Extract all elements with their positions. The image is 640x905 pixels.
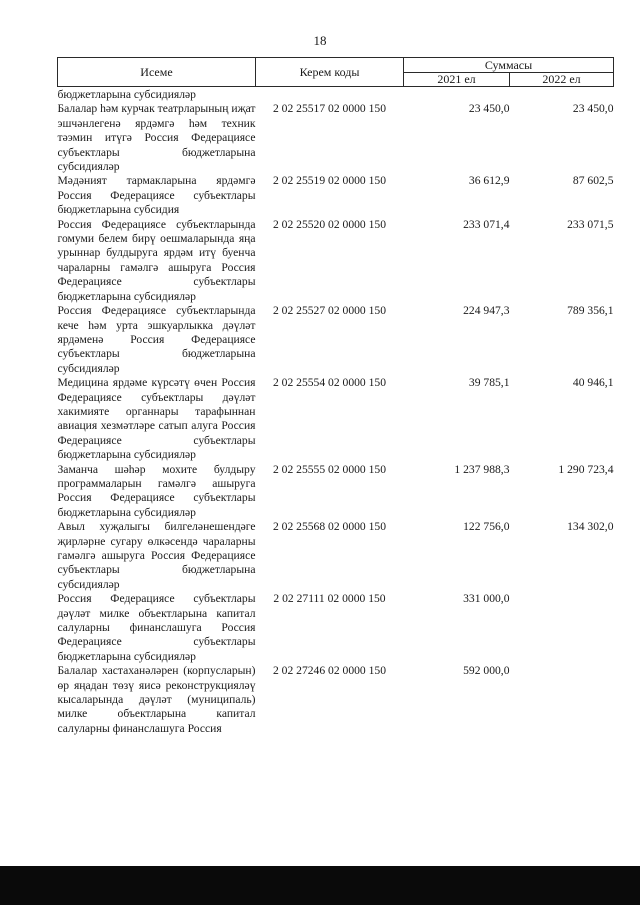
row-name: Медицина ярдәме күрсәтү өчен Россия Федерациясе субъектлары дәүләт хакимияте органнары тарафыннан авиация хезмәтләре сатып алуга Россия Федерациясе субъектлары бюджетларына субсидияләр xyxy=(57,376,256,462)
budget-table xyxy=(57,57,614,736)
row-2022 xyxy=(510,592,614,664)
row-code: 2 02 25568 02 0000 150 xyxy=(272,520,387,534)
header-year-2021: 2021 ел xyxy=(404,73,510,87)
row-2021: 592 000,0 xyxy=(463,664,510,678)
row-name: Россия Федерациясе субъектларында кече һәм урта эшкуарлыкка дәүләт ярдәменә Россия Федерациясе субъектлары бюджетларына субсидияләр xyxy=(57,304,256,375)
row-2021: 39 785,1 xyxy=(468,376,510,390)
row-2021: 224 947,3 xyxy=(463,304,510,318)
row-name: Россия Федерациясе субъектлары дәүләт милке объектларына капитал салуларны финанслашуга Россия Федерациясе субъектлары бюджетларына субсидияләр xyxy=(57,592,256,663)
row-2022 xyxy=(510,664,614,736)
row-2022: 87 602,5 xyxy=(572,174,614,188)
row-code: 2 02 25517 02 0000 150 xyxy=(272,102,387,116)
header-name: Исеме xyxy=(58,58,256,87)
row-2021: 233 071,4 xyxy=(463,217,510,231)
header-code: Керем коды xyxy=(256,58,404,87)
row-2022: 23 450,0 xyxy=(572,102,614,116)
table-row xyxy=(58,218,614,304)
row-2021: 122 756,0 xyxy=(463,520,510,534)
row-code: 2 02 25555 02 0000 150 xyxy=(272,462,387,476)
header-sums: Суммасы xyxy=(404,58,614,73)
page-number: 18 xyxy=(313,33,327,48)
table-row xyxy=(58,174,614,217)
table-row-continuation xyxy=(58,87,614,103)
table-row xyxy=(58,376,614,462)
row-2022: 233 071,5 xyxy=(567,217,614,231)
row-2022: 1 290 723,4 xyxy=(558,462,614,476)
row-name: Балалар хастаханәләрен (корпусларын) өр яңадан төзү яисә реконструкцияләү кысаларында дәүләт (муниципаль) милке объектларына капитал салуларны финанслашуга Россия xyxy=(57,664,256,735)
row-2021: 1 237 988,3 xyxy=(454,462,510,476)
row-name: Мәдәният тармакларына ярдәмгә Россия Федерациясе субъектлары бюджетларына субсидия xyxy=(57,174,256,217)
row-2021: 23 450,0 xyxy=(468,102,510,116)
row-name: Авыл хуҗалыгы билгеләнешендәге җирләрне сугару өлкәсендә чараларны гамәлгә ашыруга Россия Федерациясе субъектлары бюджетларына субсидияләр xyxy=(57,520,256,591)
row-name: бюджетларына субсидияләр xyxy=(57,88,196,101)
row-2022: 789 356,1 xyxy=(567,304,614,318)
header-year-2022: 2022 ел xyxy=(510,73,614,87)
row-code: 2 02 25519 02 0000 150 xyxy=(272,174,387,188)
table-row xyxy=(58,592,614,664)
row-code: 2 02 25527 02 0000 150 xyxy=(272,304,387,318)
row-name: Россия Федерациясе субъектларында гомуми белем бирү оешмаларында яңа урыннар булдыруга ярдәм итү буенча чараларны гамәлгә ашыруга Россия Федерациясе субъектлары бюджетларына субсидияләр xyxy=(57,217,256,303)
table-row xyxy=(58,102,614,174)
row-2022: 40 946,1 xyxy=(572,376,614,390)
row-code: 2 02 25520 02 0000 150 xyxy=(272,217,387,231)
row-code: 2 02 25554 02 0000 150 xyxy=(272,376,387,390)
row-2022: 134 302,0 xyxy=(567,520,614,534)
row-name: Балалар һәм курчак театрларының иҗат эшчәнлегенә ярдәмгә һәм техник тәэмин итүгә Россия Федерациясе субъектлары бюджетларына субсидияләр xyxy=(57,102,256,174)
table-row xyxy=(58,463,614,521)
scan-bottom-edge xyxy=(0,866,640,905)
table-row xyxy=(58,664,614,736)
table-row xyxy=(58,304,614,376)
table-row xyxy=(58,520,614,592)
row-2021: 36 612,9 xyxy=(468,174,510,188)
row-2021: 331 000,0 xyxy=(463,592,510,606)
row-name: Заманча шәһәр мохите булдыру программаларын гамәлгә ашыруга Россия Федерациясе субъектлары бюджетларына субсидияләр xyxy=(57,462,256,519)
row-code: 2 02 27111 02 0000 150 xyxy=(273,592,386,606)
row-code: 2 02 27246 02 0000 150 xyxy=(272,664,387,678)
